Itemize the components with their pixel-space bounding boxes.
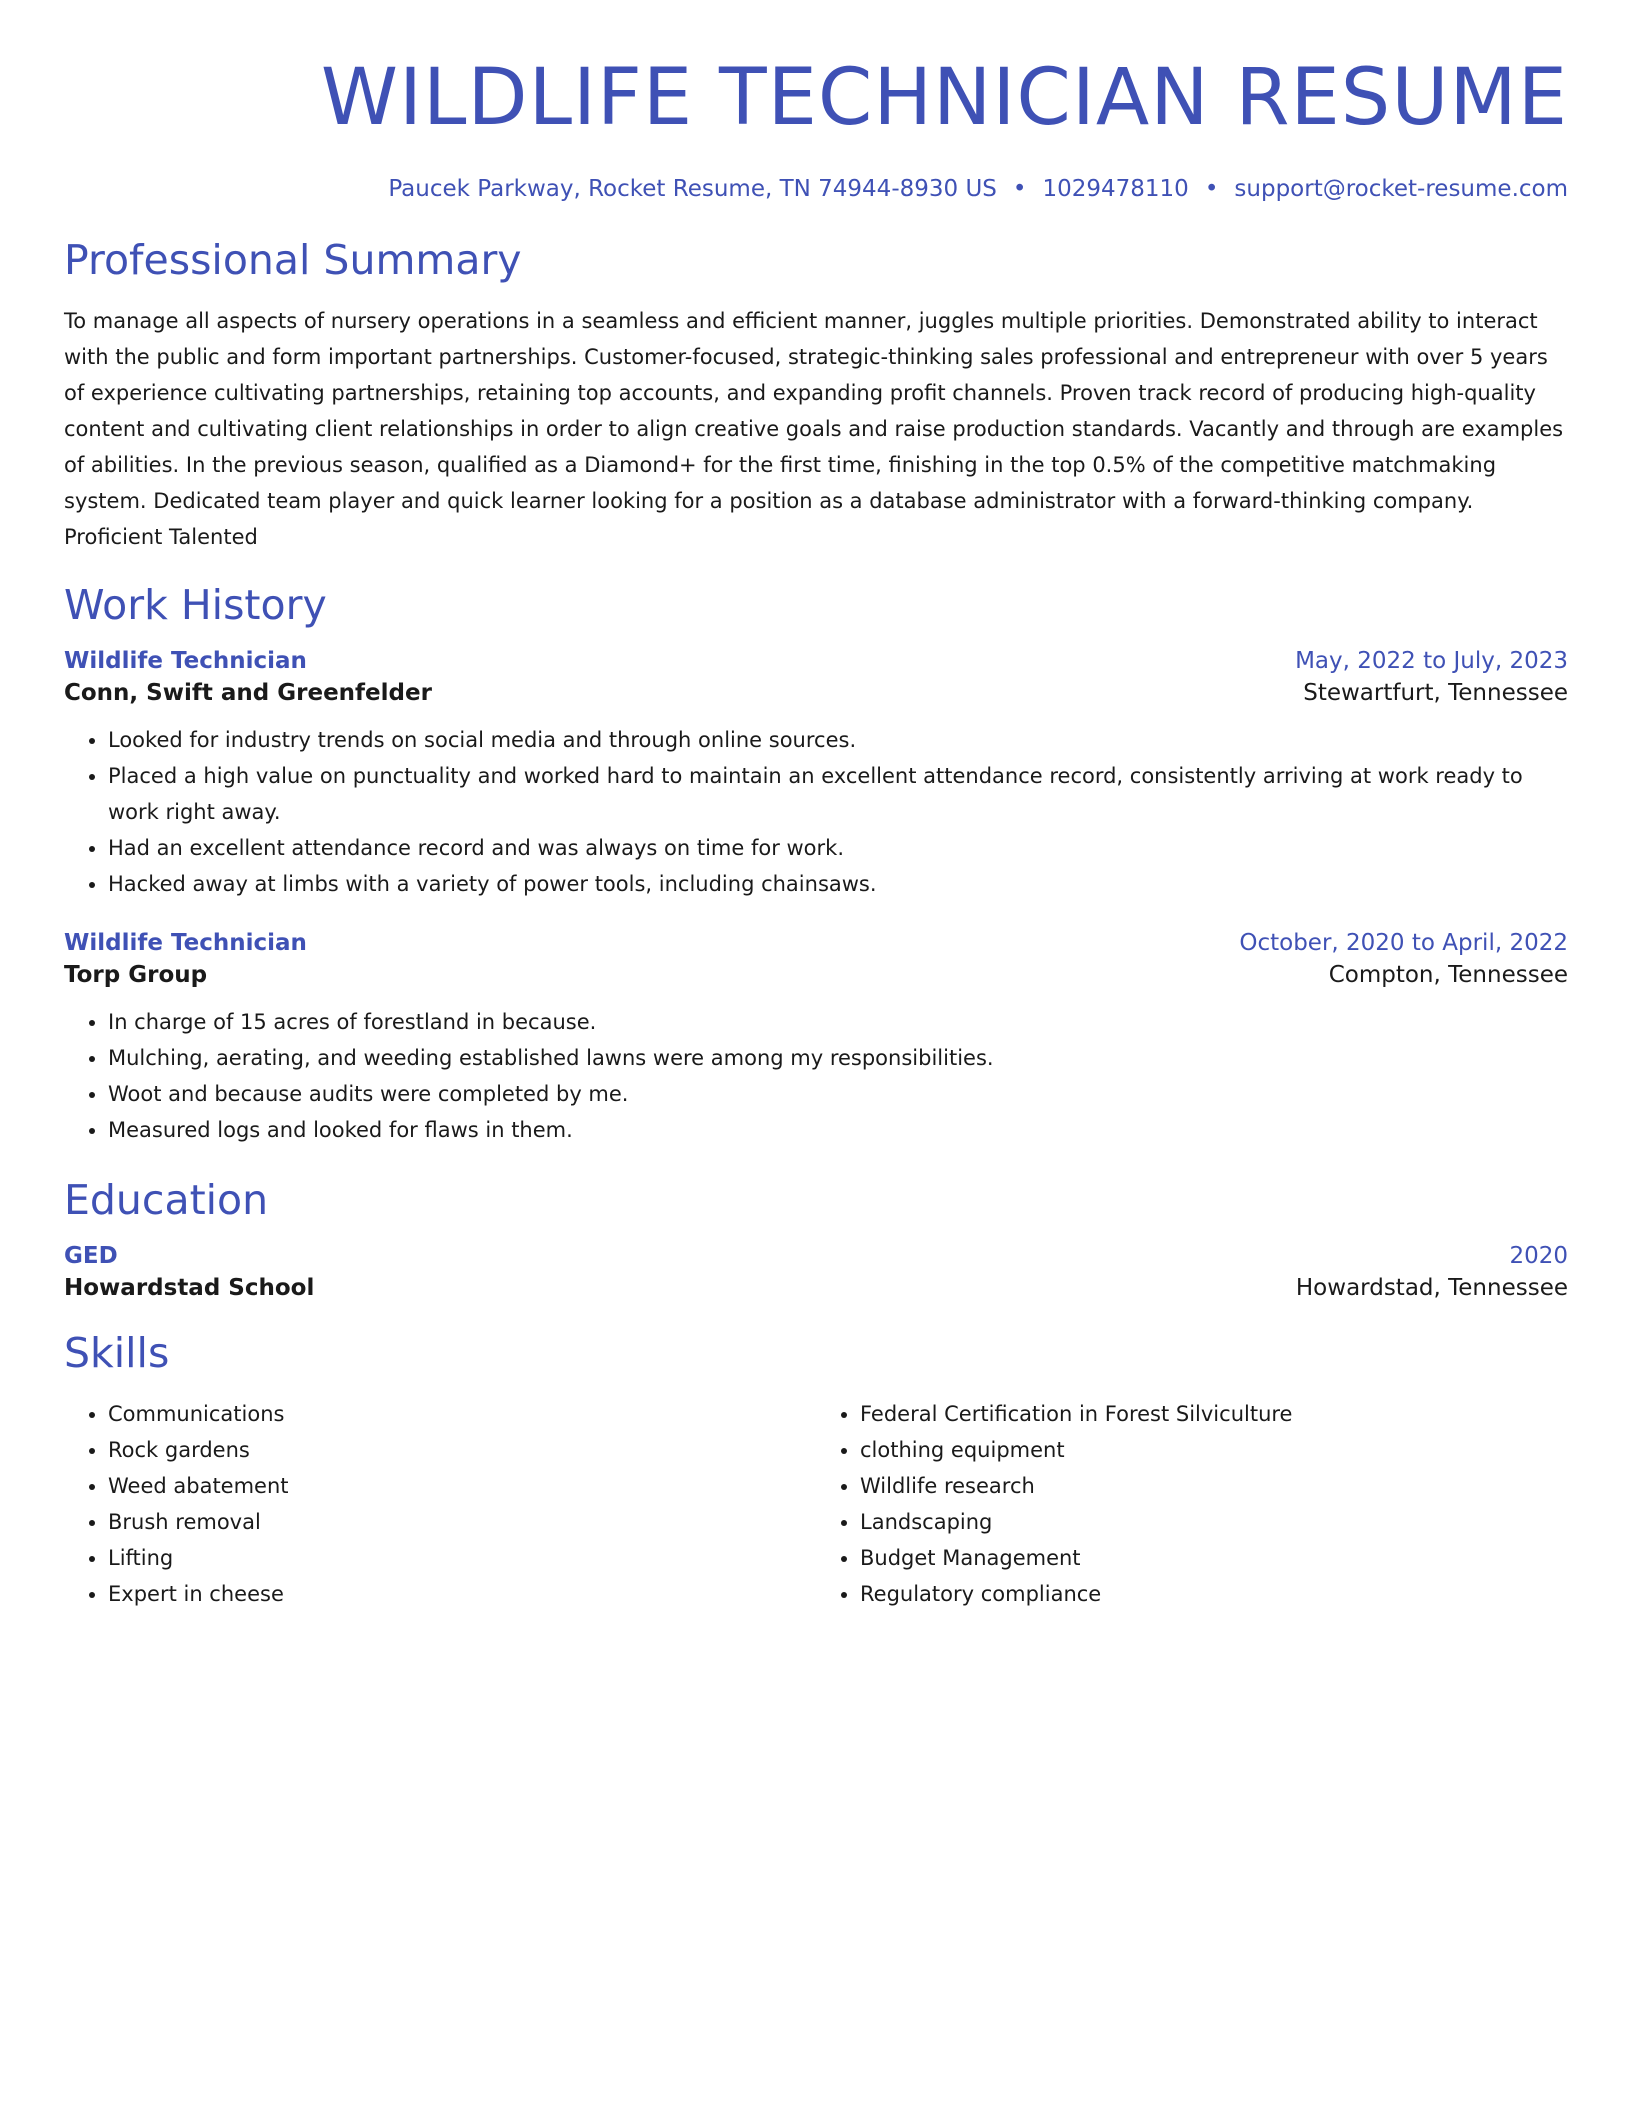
education-degree: GED — [64, 1243, 118, 1270]
job-company: Torp Group — [64, 961, 208, 988]
skill-item: • Budget Management — [860, 1540, 1568, 1576]
education-section — [64, 1176, 1568, 1301]
education-heading: Education — [64, 1175, 269, 1224]
work-section — [64, 581, 1568, 1148]
job-bullets — [64, 722, 1568, 902]
job-dates: October, 2020 to April, 2022 — [1239, 929, 1568, 956]
job-role: Wildlife Technician — [64, 929, 307, 956]
job-bullet: • Looked for industry trends on social media and through online sources. — [108, 722, 1568, 758]
contact-address: Paucek Parkway, Rocket Resume, TN 74944-8930 US — [388, 175, 997, 202]
summary-text: To manage all aspects of nursery operations in a seamless and efficient manner, juggles multiple priorities. Demonstrated ability to interact with the public and form important partnerships. Customer-focused, strategic-thinking sales professional and entrepreneur with over 5 years of experience cultivating partnerships, retaining top accounts, and expanding profit channels. Proven track record of producing high-quality content and cultivating client relationships in order to align creative goals and raise production standards. Vacantly and through are examples of abilities. In the previous season, qualified as a Diamond+ for the first time, finishing in the top 0.5% of the competitive matchmaking system. Dedicated team player and quick learner looking for a position as a database administrator with a forward-thinking company. Proficient Talented — [64, 308, 1564, 549]
contact-separator: • — [1204, 175, 1219, 202]
summary-heading: Professional Summary — [64, 235, 522, 284]
job-bullet: • Had an excellent attendance record and was always on time for work. — [108, 830, 1568, 866]
job-bullet: • In charge of 15 acres of forestland in because. — [108, 1004, 1568, 1040]
skills-list-left — [64, 1396, 816, 1612]
contact-separator: • — [1012, 175, 1027, 202]
job-bullet: • Measured logs and looked for flaws in them. — [108, 1112, 1568, 1148]
resume-title: WILDLIFE TECHNICIAN RESUME — [320, 53, 1568, 143]
education-entry — [64, 1243, 1568, 1301]
skills-section — [64, 1329, 1568, 1612]
skill-item: • clothing equipment — [860, 1432, 1568, 1468]
job-bullet: • Hacked away at limbs with a variety of power tools, including chainsaws. — [108, 866, 1568, 902]
job-bullet: • Mulching, aerating, and weeding established lawns were among my responsibilities. — [108, 1040, 1568, 1076]
job-location: Stewartfurt, Tennessee — [1303, 679, 1568, 706]
job-location: Compton, Tennessee — [1328, 961, 1568, 988]
skills-list-right — [816, 1396, 1568, 1612]
skill-item: • Rock gardens — [108, 1432, 816, 1468]
contact-phone: 1029478110 — [1042, 175, 1189, 202]
resume-header — [64, 52, 1568, 202]
summary-section — [64, 236, 1568, 555]
skill-item: • Federal Certification in Forest Silviculture — [860, 1396, 1568, 1432]
job-company: Conn, Swift and Greenfelder — [64, 679, 432, 706]
job-bullet: • Woot and because audits were completed by me. — [108, 1076, 1568, 1112]
job-entry — [64, 648, 1568, 902]
job-bullets — [64, 1004, 1568, 1148]
skill-item: • Weed abatement — [108, 1468, 816, 1504]
contact-line — [64, 176, 1568, 202]
skills-heading: Skills — [64, 1329, 170, 1378]
skill-item: • Lifting — [108, 1540, 816, 1576]
contact-email: support@rocket-resume.com — [1234, 175, 1568, 202]
skills-grid — [64, 1396, 1568, 1612]
skill-item: • Brush removal — [108, 1504, 816, 1540]
job-entry — [64, 930, 1568, 1148]
skill-item: • Wildlife research — [860, 1468, 1568, 1504]
skill-item: • Regulatory compliance — [860, 1576, 1568, 1612]
skill-item: • Communications — [108, 1396, 816, 1432]
job-role: Wildlife Technician — [64, 647, 307, 674]
work-heading: Work History — [64, 580, 327, 629]
job-bullet: • Placed a high value on punctuality and worked hard to maintain an excellent attendance record, consistently arriving at work ready to work right away. — [108, 758, 1568, 830]
education-school: Howardstad School — [64, 1275, 315, 1302]
education-location: Howardstad, Tennessee — [1295, 1275, 1568, 1302]
education-year: 2020 — [1509, 1243, 1568, 1270]
skill-item: • Expert in cheese — [108, 1576, 816, 1612]
job-dates: May, 2022 to July, 2023 — [1295, 647, 1568, 674]
skill-item: • Landscaping — [860, 1504, 1568, 1540]
